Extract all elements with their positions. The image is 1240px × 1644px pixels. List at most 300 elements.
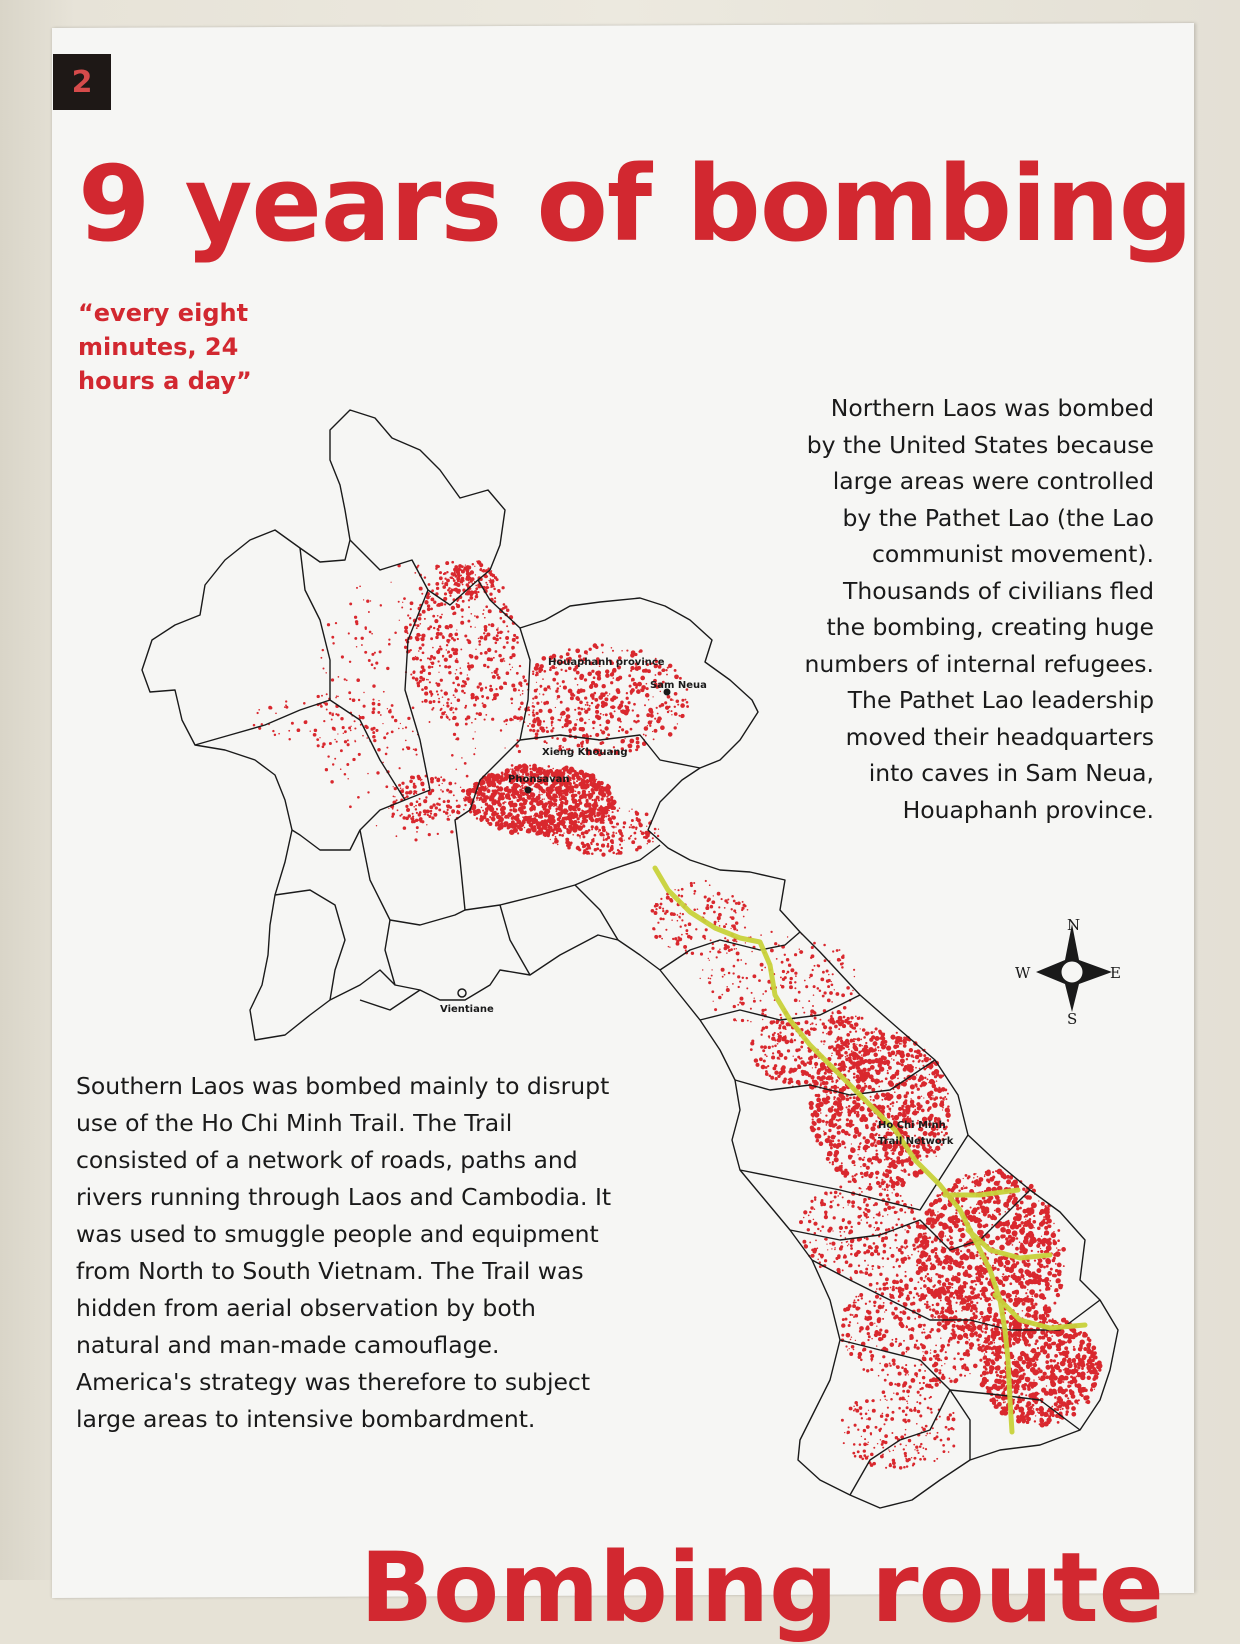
bomb-dot	[1019, 1337, 1021, 1339]
bomb-dot	[989, 1177, 994, 1182]
bomb-dot	[591, 825, 594, 828]
bomb-dot	[541, 656, 546, 661]
bomb-dot	[476, 797, 479, 800]
bomb-dot	[865, 1139, 870, 1144]
bomb-dot	[519, 803, 523, 807]
bomb-dot	[998, 1181, 1000, 1183]
bomb-dot	[945, 1098, 947, 1100]
bomb-dot	[903, 1044, 907, 1048]
bomb-dot	[1046, 1265, 1049, 1268]
bomb-dot	[837, 1052, 840, 1055]
bomb-dot	[400, 787, 402, 789]
bomb-dot	[548, 709, 553, 714]
bomb-dot	[470, 588, 472, 590]
bomb-dot	[488, 624, 490, 626]
bomb-dot	[542, 799, 544, 801]
bomb-dot	[427, 657, 429, 659]
bomb-dot	[941, 1131, 943, 1133]
bomb-dot	[430, 813, 432, 815]
bomb-dot	[598, 829, 601, 832]
bomb-dot	[1053, 1223, 1054, 1224]
bomb-dot	[396, 799, 398, 801]
bomb-dot	[433, 813, 437, 817]
bomb-dot	[522, 821, 523, 822]
bomb-dot	[939, 1313, 941, 1315]
bomb-dot	[620, 711, 622, 713]
bomb-dot	[822, 1032, 824, 1034]
bomb-dot	[489, 795, 490, 796]
bomb-dot	[428, 672, 431, 675]
bomb-dot	[562, 737, 567, 742]
bomb-dot	[1010, 1185, 1012, 1187]
bomb-dot	[884, 1040, 888, 1044]
bomb-dot	[421, 701, 423, 703]
bomb-dot	[1020, 1355, 1022, 1357]
bomb-dot	[874, 1048, 877, 1051]
bomb-dot	[1015, 1225, 1019, 1229]
bomb-dot	[858, 1145, 861, 1148]
bomb-dot	[576, 817, 579, 820]
bomb-dot	[478, 561, 482, 565]
bomb-dot	[608, 806, 610, 808]
bomb-dot	[441, 614, 443, 616]
bomb-dot	[467, 662, 469, 664]
bomb-dot	[522, 690, 524, 692]
bomb-dot	[909, 1048, 913, 1052]
bomb-dot	[979, 1281, 983, 1285]
bomb-dot	[918, 1078, 922, 1082]
bomb-dot	[961, 1187, 964, 1190]
bomb-dot	[428, 665, 431, 668]
bomb-dot	[516, 799, 519, 802]
bomb-dot	[926, 1253, 928, 1255]
bomb-dot	[910, 1098, 912, 1100]
bomb-dot	[845, 1056, 847, 1058]
bomb-dot	[451, 648, 455, 652]
bomb-dot	[936, 1303, 940, 1307]
bomb-dot	[863, 1055, 865, 1057]
bomb-dot	[503, 682, 506, 685]
bomb-dot	[784, 1056, 788, 1060]
bomb-dot	[831, 1020, 836, 1025]
bomb-dot	[978, 1183, 981, 1186]
bomb-dot	[772, 1033, 775, 1036]
bomb-dot	[1015, 1291, 1019, 1295]
bomb-dot	[917, 1111, 920, 1114]
bomb-dot	[402, 788, 403, 789]
bomb-dot	[831, 1075, 832, 1076]
bomb-dot	[1091, 1346, 1096, 1351]
bomb-dot	[433, 601, 436, 604]
bomb-dot	[858, 1061, 862, 1065]
bomb-dot	[599, 724, 601, 726]
bomb-dot	[588, 791, 590, 793]
bomb-dot	[413, 670, 416, 673]
bomb-dot	[1022, 1310, 1024, 1312]
bomb-dot	[631, 819, 634, 822]
bomb-dot	[607, 733, 610, 736]
bomb-dot	[401, 782, 404, 785]
bomb-dot	[646, 713, 650, 717]
bomb-dot	[903, 1169, 906, 1172]
bomb-dot	[875, 1156, 878, 1159]
bomb-dot	[638, 721, 639, 722]
bomb-dot	[870, 1099, 872, 1101]
bomb-dot	[795, 1013, 797, 1015]
bomb-dot	[521, 791, 526, 796]
bomb-dot	[917, 1057, 919, 1059]
bomb-dot	[1027, 1316, 1029, 1318]
bomb-dot	[907, 1116, 909, 1118]
bomb-dot	[557, 844, 559, 846]
bomb-dot	[571, 827, 572, 828]
bomb-dot	[1028, 1244, 1030, 1246]
bomb-dot	[470, 613, 472, 615]
bomb-dot	[437, 615, 439, 617]
bomb-dot	[883, 1039, 885, 1041]
bomb-dot	[487, 822, 489, 824]
bomb-dot	[417, 624, 420, 627]
bomb-dot	[973, 1173, 975, 1175]
bomb-dot	[927, 1259, 930, 1262]
bomb-dot	[474, 656, 478, 660]
bomb-dot	[756, 1063, 760, 1067]
bomb-dot	[404, 646, 407, 649]
bomb-dot	[946, 1238, 949, 1241]
bomb-dot	[867, 1068, 871, 1072]
bomb-dot	[514, 716, 517, 719]
bomb-dot	[1046, 1385, 1047, 1386]
bomb-dot	[457, 600, 459, 602]
bomb-dot	[963, 1178, 964, 1179]
bomb-dot	[825, 1121, 828, 1124]
bomb-dot	[486, 584, 488, 586]
bomb-dot	[646, 683, 648, 685]
bomb-dot	[500, 789, 503, 792]
bomb-dot	[817, 1134, 821, 1138]
bomb-dot	[500, 811, 503, 814]
bomb-dot	[929, 1066, 932, 1069]
bomb-dot	[557, 719, 559, 721]
bomb-dot	[542, 693, 544, 695]
bomb-dot	[831, 1080, 834, 1083]
bomb-dot	[552, 842, 554, 844]
bomb-dot	[553, 799, 557, 803]
bomb-dot	[589, 648, 592, 651]
bomb-dot	[975, 1254, 978, 1257]
bomb-dot	[827, 1101, 829, 1103]
bomb-dot	[615, 826, 617, 828]
bomb-dot	[677, 723, 678, 724]
bomb-dot	[975, 1173, 976, 1174]
bomb-dot	[976, 1296, 978, 1298]
bomb-dot	[598, 790, 603, 795]
bomb-dot	[535, 732, 539, 736]
bomb-dot	[882, 1045, 887, 1050]
bomb-dot	[881, 1179, 883, 1181]
bomb-dot	[978, 1319, 980, 1321]
bomb-dot	[825, 1114, 827, 1116]
bomb-dot	[779, 1058, 780, 1059]
bomb-dot	[623, 821, 626, 824]
bomb-dot	[788, 1079, 790, 1081]
bomb-dot	[917, 1250, 919, 1252]
bomb-dot	[393, 796, 395, 798]
bomb-dot	[451, 561, 454, 564]
bomb-dot	[612, 811, 614, 813]
bomb-dot	[493, 588, 496, 591]
bomb-dot	[429, 658, 432, 661]
bomb-dot	[596, 821, 598, 823]
bomb-dot	[573, 694, 576, 697]
bomb-dot	[565, 838, 566, 839]
bomb-dot	[819, 1080, 820, 1081]
bomb-dot	[938, 1221, 943, 1226]
bomb-dot	[948, 1261, 950, 1263]
paragraph-line: The Pathet Lao leadership	[847, 686, 1154, 714]
bomb-dot	[822, 1098, 826, 1102]
bomb-dot	[979, 1325, 981, 1327]
bomb-dot	[603, 714, 605, 716]
bomb-dot	[493, 600, 496, 603]
bomb-dot	[520, 771, 521, 772]
bomb-dot	[547, 795, 552, 800]
bomb-dot	[952, 1330, 955, 1333]
bomb-dot	[994, 1258, 998, 1262]
bomb-dot	[563, 686, 567, 690]
bomb-dot	[886, 1105, 889, 1108]
bomb-dot	[650, 714, 654, 718]
bomb-dot	[843, 1016, 846, 1019]
bomb-dot	[600, 817, 605, 822]
bomb-dot	[1023, 1247, 1025, 1249]
bomb-dot	[1049, 1280, 1051, 1282]
bomb-dot	[860, 1077, 864, 1081]
bomb-dot	[944, 1256, 945, 1257]
bomb-dot	[844, 1019, 849, 1024]
bomb-dot	[578, 799, 581, 802]
bomb-dot	[442, 778, 445, 781]
bomb-dot	[838, 1047, 843, 1052]
bomb-dot	[568, 829, 569, 830]
bomb-dot	[570, 696, 574, 700]
bomb-dot	[621, 650, 623, 652]
bomb-dot	[612, 677, 614, 679]
bomb-dot	[1029, 1242, 1030, 1243]
bomb-dot	[874, 1079, 880, 1085]
bomb-dot	[466, 591, 470, 595]
bomb-dot	[1020, 1221, 1024, 1225]
bomb-dot	[1032, 1220, 1036, 1224]
bomb-dot	[468, 599, 470, 601]
bomb-dot	[510, 669, 511, 670]
bomb-dot	[472, 563, 474, 565]
bomb-dot	[911, 1091, 914, 1094]
bomb-dot	[945, 1113, 950, 1118]
bomb-dot	[931, 1277, 933, 1279]
bomb-dot	[986, 1198, 991, 1203]
bomb-dot	[635, 721, 638, 724]
bomb-dot	[483, 609, 485, 611]
bomb-dot	[480, 819, 483, 822]
bomb-dot	[448, 719, 450, 721]
bomb-dot	[665, 669, 667, 671]
bomb-dot	[631, 688, 635, 692]
bomb-dot	[840, 1063, 843, 1066]
bomb-dot	[812, 1081, 814, 1083]
bomb-dot	[498, 820, 501, 823]
bomb-dot	[607, 833, 609, 835]
bomb-dot	[1057, 1398, 1058, 1399]
bomb-dot	[1033, 1273, 1039, 1279]
bomb-dot	[460, 667, 461, 668]
bomb-dot	[957, 1334, 963, 1340]
bomb-dot	[897, 1086, 900, 1089]
bomb-dot	[810, 1024, 812, 1026]
bomb-dot	[1056, 1348, 1059, 1351]
bomb-dot	[447, 818, 450, 821]
bomb-dot	[416, 627, 418, 629]
bomb-dot	[534, 689, 538, 693]
bomb-dot	[605, 713, 608, 716]
bomb-dot	[1045, 1217, 1048, 1220]
bomb-dot	[579, 727, 583, 731]
bomb-dot	[636, 817, 639, 820]
bomb-dot	[639, 649, 643, 653]
bomb-dot	[543, 720, 545, 722]
bomb-dot	[980, 1374, 983, 1377]
bomb-dot	[865, 1150, 867, 1152]
bomb-dot	[543, 811, 548, 816]
bomb-dot	[448, 671, 451, 674]
bomb-dot	[554, 838, 557, 841]
bomb-dot	[442, 635, 444, 637]
bomb-dot	[760, 1045, 763, 1048]
bomb-dot	[547, 829, 550, 832]
bomb-dot	[927, 1208, 932, 1213]
bomb-dot	[621, 740, 624, 743]
bomb-dot	[536, 717, 540, 721]
bomb-dot	[920, 1085, 921, 1086]
bomb-dot	[556, 698, 557, 699]
bomb-dot	[588, 805, 589, 806]
bomb-dot	[912, 1106, 914, 1108]
bomb-dot	[610, 839, 614, 843]
bomb-dot	[641, 831, 645, 835]
bomb-dot	[763, 1045, 767, 1049]
bomb-dot	[930, 1149, 933, 1152]
bomb-dot	[532, 714, 535, 717]
bomb-dot	[853, 1043, 856, 1046]
bomb-dot	[563, 832, 564, 833]
bomb-dot	[460, 787, 461, 788]
bomb-dot	[453, 716, 457, 720]
bomb-dot	[657, 835, 659, 837]
bomb-dot	[428, 679, 429, 680]
bomb-dot	[644, 726, 649, 731]
bomb-dot	[1014, 1231, 1017, 1234]
bomb-dot	[888, 1083, 890, 1085]
bomb-dot	[485, 818, 489, 822]
bomb-dot	[991, 1284, 993, 1286]
bomb-dot	[841, 1111, 843, 1113]
bomb-dot	[921, 1096, 922, 1097]
bomb-dot	[611, 705, 615, 709]
bomb-dot	[831, 1055, 832, 1056]
bomb-dot	[931, 1240, 934, 1243]
bomb-dot	[860, 1172, 863, 1175]
bomb-dot	[589, 795, 591, 797]
bomb-dot	[901, 1150, 904, 1153]
bomb-dot	[487, 666, 490, 669]
bomb-dot	[969, 1286, 973, 1290]
bomb-dot	[896, 1053, 898, 1055]
bomb-dot	[959, 1239, 963, 1243]
bomb-dot	[624, 738, 625, 739]
bomb-dot	[415, 677, 419, 681]
bomb-dot	[979, 1311, 983, 1315]
bomb-dot	[924, 1057, 929, 1062]
bomb-dot	[881, 1099, 883, 1101]
bomb-dot	[976, 1338, 979, 1341]
bomb-dot	[983, 1212, 987, 1216]
bomb-dot	[850, 1147, 854, 1151]
bomb-dot	[468, 639, 470, 641]
bomb-dot	[438, 625, 442, 629]
bomb-dot	[557, 805, 562, 810]
bomb-dot	[861, 1114, 866, 1119]
bomb-dot	[975, 1265, 980, 1270]
bomb-dot	[939, 1096, 942, 1099]
bomb-dot	[874, 1045, 876, 1047]
bomb-dot	[844, 1051, 848, 1055]
bomb-dot	[532, 729, 535, 732]
bomb-dot	[542, 727, 544, 729]
bomb-dot	[1021, 1227, 1025, 1231]
bomb-dot	[960, 1250, 962, 1252]
bomb-dot	[848, 1070, 851, 1073]
bomb-dot	[1038, 1282, 1041, 1285]
bomb-dot	[849, 1031, 851, 1033]
bomb-dot	[565, 818, 567, 820]
bomb-dot	[875, 1069, 877, 1071]
bomb-dot	[513, 634, 516, 637]
bomb-dot	[1033, 1215, 1035, 1217]
bomb-dot	[602, 652, 604, 654]
bomb-dot	[1011, 1242, 1012, 1243]
bomb-dot	[869, 1063, 870, 1064]
bomb-dot	[523, 802, 527, 806]
bomb-dot	[418, 617, 422, 621]
bomb-dot	[639, 823, 643, 827]
bomb-dot	[461, 690, 464, 693]
bomb-dot	[801, 1041, 804, 1044]
bomb-dot	[474, 590, 478, 594]
bomb-dot	[602, 854, 604, 856]
bomb-dot	[481, 792, 486, 797]
bomb-dot	[887, 1115, 890, 1118]
bomb-dot	[512, 638, 516, 642]
bomb-dot	[474, 615, 476, 617]
bomb-dot	[1008, 1298, 1013, 1303]
bomb-dot	[573, 778, 576, 781]
bomb-dot	[432, 615, 435, 618]
bomb-dot	[505, 801, 507, 803]
bomb-dot	[446, 804, 450, 808]
bomb-dot	[1029, 1223, 1033, 1227]
bomb-dot	[430, 596, 431, 597]
bomb-dot	[448, 634, 451, 637]
